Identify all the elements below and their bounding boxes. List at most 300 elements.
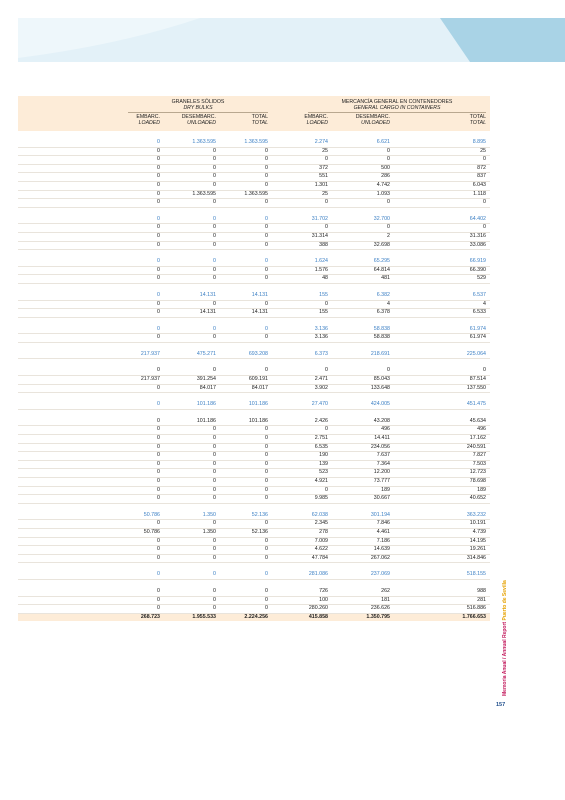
table-cell: 0 xyxy=(213,452,216,459)
col-header: TOTAL xyxy=(251,114,268,120)
table-cell: 7.186 xyxy=(376,537,390,544)
table-cell: 0 xyxy=(265,426,268,433)
table-cell: 31.316 xyxy=(469,232,486,239)
table-cell: 988 xyxy=(477,587,486,594)
row-spacer xyxy=(18,359,490,367)
total-cell: 1.955.533 xyxy=(192,613,216,620)
table-cell: 0 xyxy=(157,537,160,544)
table-cell: 0 xyxy=(213,367,216,374)
table-cell: 0 xyxy=(265,460,268,467)
subtotal-row xyxy=(18,258,490,267)
table-cell: 0 xyxy=(265,443,268,450)
table-row xyxy=(18,605,490,614)
subtotal-row xyxy=(18,292,490,301)
row-spacer xyxy=(18,250,490,258)
table-cell: 0 xyxy=(213,147,216,154)
table-cell: 61.974 xyxy=(469,334,486,341)
table-cell: 0 xyxy=(157,443,160,450)
table-row xyxy=(18,529,490,538)
table-cell: 0 xyxy=(213,275,216,282)
table-cell: 84.017 xyxy=(199,384,216,391)
table-cell: 0 xyxy=(265,147,268,154)
table-row xyxy=(18,224,490,233)
table-cell: 0 xyxy=(213,156,216,163)
table-cell: 0 xyxy=(213,224,216,231)
row-spacer xyxy=(18,563,490,571)
table-cell: 64.814 xyxy=(373,266,390,273)
table-cell: 6.533 xyxy=(472,309,486,316)
table-cell: 0 xyxy=(213,426,216,433)
table-cell: 1.301 xyxy=(314,181,328,188)
table-cell: 693.208 xyxy=(248,350,268,357)
table-cell: 1.363.595 xyxy=(192,139,216,145)
table-cell: 1.350 xyxy=(202,528,216,535)
table-cell: 32.700 xyxy=(373,215,390,222)
table-cell: 0 xyxy=(213,478,216,484)
table-cell: 0 xyxy=(213,181,216,188)
table-cell: 451.475 xyxy=(466,401,486,408)
table-cell: 8.895 xyxy=(472,139,486,145)
table-cell: 0 xyxy=(213,537,216,544)
banner-shapes xyxy=(0,0,565,62)
table-cell: 189 xyxy=(477,486,486,493)
table-cell: 0 xyxy=(483,199,486,206)
subtotal-row xyxy=(18,571,490,580)
table-cell: 0 xyxy=(265,452,268,459)
table-cell: 0 xyxy=(213,173,216,180)
row-spacer xyxy=(18,208,490,216)
table-row xyxy=(18,309,490,318)
total-cell: 1.350.795 xyxy=(366,613,390,620)
row-spacer xyxy=(18,580,490,588)
table-cell: 14.195 xyxy=(469,537,486,544)
decorative-banner xyxy=(0,0,565,62)
table-row xyxy=(18,469,490,478)
table-cell: 551 xyxy=(319,173,328,180)
table-row xyxy=(18,444,490,453)
table-cell: 225.064 xyxy=(466,350,486,357)
table-cell: 7.364 xyxy=(376,460,390,467)
table-cell: 0 xyxy=(325,300,328,307)
table-cell: 0 xyxy=(265,275,268,282)
table-cell: 0 xyxy=(213,469,216,476)
table-cell: 0 xyxy=(265,173,268,180)
table-cell: 872 xyxy=(477,164,486,171)
table-cell: 0 xyxy=(265,587,268,594)
table-cell: 837 xyxy=(477,173,486,180)
table-cell: 0 xyxy=(265,156,268,163)
table-cell: 78.698 xyxy=(469,478,486,484)
table-cell: 6.373 xyxy=(314,350,328,357)
table-cell: 0 xyxy=(157,275,160,282)
table-row xyxy=(18,334,490,343)
table-cell: 0 xyxy=(325,224,328,231)
table-row xyxy=(18,242,490,251)
table-cell: 0 xyxy=(265,554,268,561)
table-cell: 0 xyxy=(213,571,216,578)
table-row xyxy=(18,173,490,182)
side-label-report: Annual Report xyxy=(502,621,508,657)
table-cell: 0 xyxy=(157,232,160,239)
table-cell: 4 xyxy=(387,300,390,307)
table-cell: 0 xyxy=(157,215,160,222)
table-cell: 278 xyxy=(319,528,328,535)
col-header-en: TOTAL xyxy=(251,120,268,126)
table-cell: 0 xyxy=(483,224,486,231)
table-cell: 1.118 xyxy=(473,190,486,197)
table-cell: 30.667 xyxy=(373,495,390,502)
table-cell: 45.634 xyxy=(469,417,486,424)
row-spacer xyxy=(18,284,490,292)
table-cell: 2.345 xyxy=(314,520,328,527)
table-cell: 0 xyxy=(265,571,268,578)
table-cell: 0 xyxy=(157,478,160,484)
table-cell: 372 xyxy=(319,164,328,171)
table-cell: 0 xyxy=(325,486,328,493)
table-cell: 61.974 xyxy=(469,325,486,332)
table-cell: 237.069 xyxy=(370,571,390,578)
table-cell: 48 xyxy=(322,275,328,282)
table-cell: 1.363.595 xyxy=(244,139,268,145)
subtotal-row xyxy=(18,512,490,521)
table-cell: 0 xyxy=(157,596,160,603)
table-cell: 25 xyxy=(322,190,328,197)
table-cell: 217.937 xyxy=(140,350,160,357)
table-cell: 234.056 xyxy=(370,443,390,450)
table-cell: 101.186 xyxy=(248,417,268,424)
table-cell: 523 xyxy=(319,469,328,476)
table-cell: 12.200 xyxy=(373,469,390,476)
table-row xyxy=(18,367,490,376)
table-cell: 73.777 xyxy=(373,478,390,484)
total-cell: 268.723 xyxy=(140,613,160,620)
table-cell: 609.191 xyxy=(248,376,268,383)
table-row xyxy=(18,199,490,208)
table-cell: 155 xyxy=(319,291,328,298)
table-cell: 0 xyxy=(157,199,160,206)
group-containers-subtitle: GENERAL CARGO IN CONTAINERS xyxy=(353,105,441,111)
page-number: 157 xyxy=(496,702,506,708)
table-cell: 0 xyxy=(157,546,160,553)
table-row xyxy=(18,588,490,597)
table-cell: 0 xyxy=(157,241,160,248)
table-cell: 481 xyxy=(381,275,390,282)
table-cell: 218.691 xyxy=(370,350,390,357)
table-cell: 0 xyxy=(387,367,390,374)
table-cell: 14.131 xyxy=(199,291,216,298)
table-cell: 0 xyxy=(265,605,268,612)
table-cell: 0 xyxy=(213,605,216,612)
table-cell: 189 xyxy=(381,486,390,493)
table-cell: 0 xyxy=(213,325,216,332)
table-cell: 388 xyxy=(319,241,328,248)
table-cell: 0 xyxy=(325,426,328,433)
table-row xyxy=(18,426,490,435)
side-label-port: Puerto de Sevilla xyxy=(502,580,508,621)
row-spacer xyxy=(18,504,490,512)
subtotal-row xyxy=(18,401,490,410)
table-cell: 0 xyxy=(157,554,160,561)
table-cell: 267.062 xyxy=(370,554,390,561)
table-row xyxy=(18,555,490,564)
table-cell: 0 xyxy=(157,164,160,171)
table-cell: 181 xyxy=(381,596,390,603)
col-header: DESEMBARC. xyxy=(355,114,390,120)
total-cell: 1.766.653 xyxy=(462,613,486,620)
table-cell: 363.232 xyxy=(466,511,486,518)
table-cell: 6.537 xyxy=(472,291,486,298)
table-cell: 0 xyxy=(157,309,160,316)
table-cell: 3.136 xyxy=(314,325,328,332)
table-row xyxy=(18,275,490,284)
table-cell: 0 xyxy=(213,554,216,561)
table-cell: 33.086 xyxy=(469,241,486,248)
table-cell: 32.698 xyxy=(373,241,390,248)
total-cell: 2.224.256 xyxy=(244,613,268,620)
table-cell: 0 xyxy=(157,417,160,424)
group-dry-bulks-subtitle: DRY BULKS xyxy=(183,105,213,111)
table-cell: 217.937 xyxy=(140,376,160,383)
table-cell: 240.591 xyxy=(466,443,486,450)
table-cell: 85.043 xyxy=(373,376,390,383)
table-cell: 7.637 xyxy=(376,452,390,459)
table-cell: 0 xyxy=(213,232,216,239)
table-cell: 0 xyxy=(265,181,268,188)
table-cell: 0 xyxy=(213,486,216,493)
table-cell: 0 xyxy=(157,401,160,408)
table-cell: 0 xyxy=(265,215,268,222)
subtotal-row xyxy=(18,139,490,148)
side-label-sep: / xyxy=(502,656,508,661)
table-row xyxy=(18,538,490,547)
table-row xyxy=(18,546,490,555)
col-header: DESEMBARC. xyxy=(181,114,216,120)
table-cell: 0 xyxy=(157,469,160,476)
table-cell: 0 xyxy=(213,520,216,527)
table-cell: 0 xyxy=(157,147,160,154)
table-cell: 6.043 xyxy=(472,181,486,188)
table-cell: 65.295 xyxy=(373,258,390,265)
table-row xyxy=(18,156,490,165)
table-cell: 2 xyxy=(387,232,390,239)
total-cell: 415.858 xyxy=(308,613,328,620)
total-row xyxy=(18,614,490,622)
table-cell: 10.191 xyxy=(469,520,486,527)
table-cell: 133.648 xyxy=(370,384,390,391)
table-cell: 0 xyxy=(157,384,160,391)
col-header-en: UNLOADED xyxy=(361,120,390,126)
table-cell: 14.639 xyxy=(373,546,390,553)
table-cell: 25 xyxy=(322,147,328,154)
table-cell: 52.136 xyxy=(251,511,268,518)
group-containers-title: MERCANCÍA GENERAL EN CONTENEDORES xyxy=(341,99,453,105)
table-cell: 66.390 xyxy=(469,266,486,273)
col-header-en: LOADED xyxy=(138,120,160,126)
table-cell: 0 xyxy=(213,596,216,603)
table-cell: 0 xyxy=(265,241,268,248)
side-label-memoria: Memoria Anual xyxy=(502,660,508,696)
table-cell: 17.162 xyxy=(469,435,486,442)
table-cell: 14.411 xyxy=(374,435,390,442)
table-cell: 0 xyxy=(157,605,160,612)
table-cell: 391.254 xyxy=(196,376,216,383)
table-cell: 0 xyxy=(265,266,268,273)
table-cell: 58.838 xyxy=(373,334,390,341)
table-cell: 62.038 xyxy=(311,511,328,518)
table-cell: 1.350 xyxy=(202,511,216,518)
table-cell: 7.503 xyxy=(472,460,486,467)
table-cell: 0 xyxy=(157,460,160,467)
table-cell: 0 xyxy=(483,156,486,163)
table-cell: 137.550 xyxy=(466,384,486,391)
table-cell: 0 xyxy=(213,258,216,265)
table-cell: 2.274 xyxy=(314,139,328,145)
table-cell: 139 xyxy=(319,460,328,467)
table-cell: 84.017 xyxy=(251,384,268,391)
table-cell: 0 xyxy=(387,147,390,154)
table-cell: 2.471 xyxy=(314,376,328,383)
table-cell: 14.131 xyxy=(199,309,216,316)
col-header-en: TOTAL xyxy=(469,120,486,126)
table-cell: 0 xyxy=(213,164,216,171)
table-cell: 0 xyxy=(387,199,390,206)
table-cell: 0 xyxy=(325,199,328,206)
table-cell: 529 xyxy=(477,275,486,282)
table-cell: 0 xyxy=(157,587,160,594)
table-cell: 0 xyxy=(265,367,268,374)
table-cell: 0 xyxy=(325,367,328,374)
table-cell: 726 xyxy=(319,587,328,594)
table-cell: 314.846 xyxy=(466,554,486,561)
table-cell: 0 xyxy=(157,426,160,433)
table-cell: 0 xyxy=(157,325,160,332)
table-cell: 500 xyxy=(381,164,390,171)
table-row xyxy=(18,165,490,174)
table-cell: 3.136 xyxy=(314,334,328,341)
table-cell: 43.208 xyxy=(373,417,390,424)
table-cell: 4 xyxy=(483,300,486,307)
table-cell: 3.902 xyxy=(314,384,328,391)
table-cell: 0 xyxy=(265,486,268,493)
table-cell: 2.751 xyxy=(314,435,328,442)
table-cell: 7.827 xyxy=(472,452,486,459)
table-cell: 0 xyxy=(265,596,268,603)
table-cell: 0 xyxy=(213,334,216,341)
table-cell: 101.186 xyxy=(196,417,216,424)
table-cell: 40.652 xyxy=(469,495,486,502)
table-cell: 0 xyxy=(213,587,216,594)
table-cell: 4.742 xyxy=(376,181,390,188)
table-cell: 0 xyxy=(213,199,216,206)
table-cell: 64.402 xyxy=(469,215,486,222)
table-body xyxy=(18,131,490,614)
table-cell: 2.426 xyxy=(314,417,328,424)
table-row xyxy=(18,487,490,496)
group-dry-bulks-title: GRANELES SÓLIDOS xyxy=(171,99,225,105)
table-cell: 4.921 xyxy=(314,478,328,484)
table-cell: 0 xyxy=(157,520,160,527)
table-cell: 0 xyxy=(213,215,216,222)
table-cell: 0 xyxy=(325,156,328,163)
table-cell: 516.886 xyxy=(466,605,486,612)
table-cell: 14.131 xyxy=(251,291,268,298)
table-row xyxy=(18,148,490,157)
side-label xyxy=(494,580,508,696)
table-row xyxy=(18,478,490,487)
row-spacer xyxy=(18,318,490,326)
table-cell: 50.786 xyxy=(143,528,160,535)
table-cell: 190 xyxy=(319,452,328,459)
table-cell: 101.186 xyxy=(248,401,268,408)
table-cell: 6.621 xyxy=(376,139,390,145)
table-cell: 0 xyxy=(265,334,268,341)
table-cell: 12.723 xyxy=(469,469,486,476)
table-row xyxy=(18,597,490,606)
table-cell: 47.784 xyxy=(311,554,328,561)
table-cell: 0 xyxy=(265,546,268,553)
table-cell: 19.261 xyxy=(469,546,486,553)
table-cell: 52.136 xyxy=(251,528,268,535)
row-spacer xyxy=(18,393,490,401)
table-cell: 0 xyxy=(157,173,160,180)
col-header: TOTAL xyxy=(469,114,486,120)
table-cell: 66.919 xyxy=(469,258,486,265)
group-underline xyxy=(128,112,268,113)
table-cell: 31.702 xyxy=(311,215,328,222)
table-cell: 0 xyxy=(157,435,160,442)
table-cell: 301.194 xyxy=(370,511,390,518)
table-cell: 0 xyxy=(265,232,268,239)
table-cell: 0 xyxy=(265,300,268,307)
col-header-en: UNLOADED xyxy=(187,120,216,126)
table-cell: 58.838 xyxy=(373,325,390,332)
table-cell: 0 xyxy=(157,181,160,188)
table-cell: 0 xyxy=(157,495,160,502)
group-underline xyxy=(308,112,486,113)
table-cell: 0 xyxy=(157,452,160,459)
table-cell: 1.363.595 xyxy=(192,190,216,197)
table-row xyxy=(18,520,490,529)
table-row xyxy=(18,461,490,470)
table-cell: 0 xyxy=(213,300,216,307)
subtotal-row xyxy=(18,326,490,335)
table-cell: 87.514 xyxy=(469,376,486,383)
table-cell: 0 xyxy=(157,291,160,298)
table-cell: 0 xyxy=(157,156,160,163)
row-spacer xyxy=(18,410,490,418)
table-cell: 0 xyxy=(157,367,160,374)
table-cell: 424.005 xyxy=(370,401,390,408)
col-header: EMBARC. xyxy=(304,114,328,120)
table-cell: 1.363.595 xyxy=(244,190,268,197)
table-cell: 0 xyxy=(265,224,268,231)
row-spacer xyxy=(18,343,490,351)
table-row xyxy=(18,418,490,427)
table-cell: 0 xyxy=(483,367,486,374)
table-cell: 0 xyxy=(157,266,160,273)
table-cell: 31.314 xyxy=(311,232,328,239)
table-cell: 0 xyxy=(265,537,268,544)
row-spacer xyxy=(18,131,490,139)
table-cell: 0 xyxy=(265,258,268,265)
table-cell: 475.271 xyxy=(196,350,216,357)
subtotal-row xyxy=(18,216,490,225)
table-header xyxy=(18,96,490,131)
table-cell: 100 xyxy=(319,596,328,603)
table-cell: 0 xyxy=(213,460,216,467)
table-cell: 25 xyxy=(480,147,486,154)
table-cell: 155 xyxy=(319,309,328,316)
